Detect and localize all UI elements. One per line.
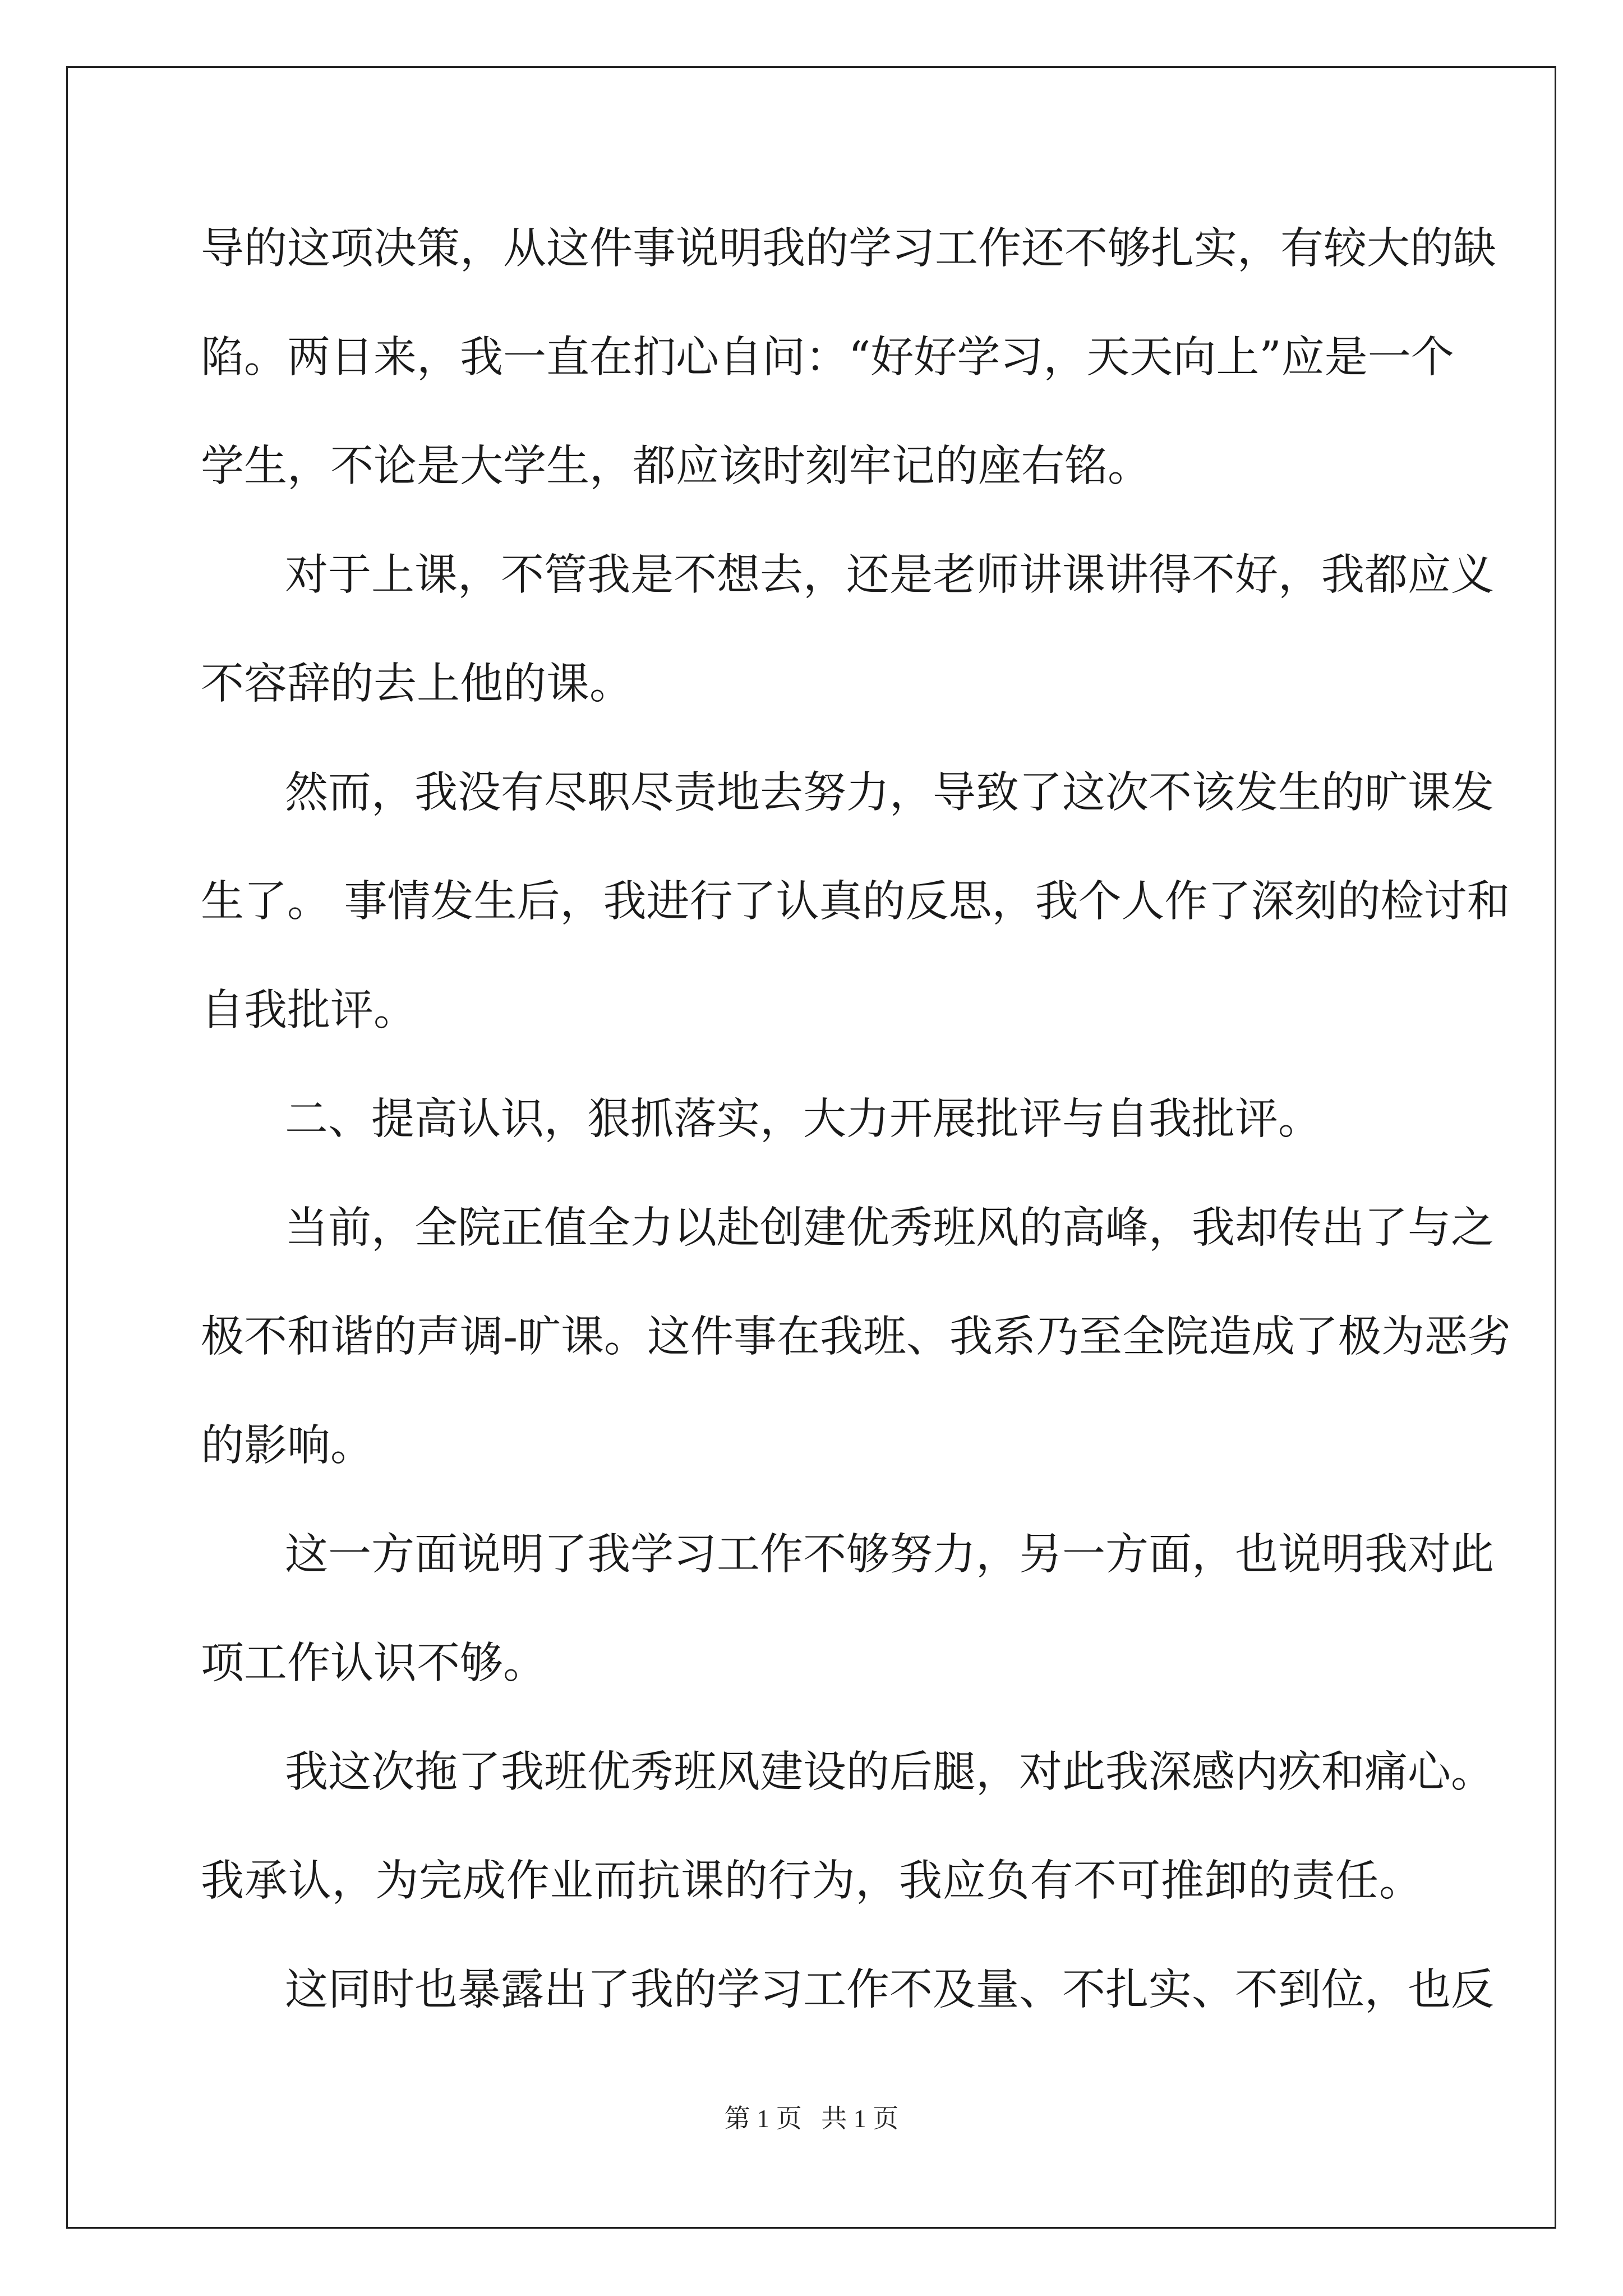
text-line: 然而，我没有尽职尽责地去努力，导致了这次不该发生的旷课发 <box>285 768 1494 818</box>
text-line: 对于上课，不管我是不想去，还是老师讲课讲得不好，我都应义 <box>285 550 1494 600</box>
text-line: 极不和谐的声调-旷课。这件事在我班、我系乃至全院造成了极为恶劣 <box>201 1312 1511 1362</box>
text-line: 当前，全院正值全力以赴创建优秀班风的高峰，我却传出了与之 <box>285 1203 1494 1253</box>
text-line: 项工作认识不够。 <box>201 1639 546 1688</box>
text-line: 陷。两日来，我一直在扪心自问：“好好学习，天天向上”应是一个 <box>201 333 1454 383</box>
text-line: 自我批评。 <box>201 986 417 1036</box>
section-heading: 二、提高认识，狠抓落实，大力开展批评与自我批评。 <box>285 1094 1321 1144</box>
text-line: 学生，不论是大学生，都应该时刻牢记的座右铭。 <box>201 441 1151 491</box>
page-number-footer: 第 1 页 共 1 页 <box>724 2104 899 2133</box>
text-line: 不容辞的去上他的课。 <box>201 659 633 709</box>
text-line: 我承认，为完成作业而抗课的行为，我应负有不可推卸的责任。 <box>201 1856 1422 1906</box>
text-line: 这同时也暴露出了我的学习工作不及量、不扎实、不到位，也反 <box>285 1965 1494 2015</box>
document-body <box>201 215 1511 2065</box>
text-line: 这一方面说明了我学习工作不够努力，另一方面，也说明我对此 <box>285 1530 1494 1580</box>
text-line: 我这次拖了我班优秀班风建设的后腿，对此我深感内疚和痛心。 <box>285 1747 1494 1797</box>
text-line: 导的这项决策，从这件事说明我的学习工作还不够扎实，有较大的缺 <box>201 224 1496 274</box>
text-line: 的影响。 <box>201 1421 374 1471</box>
text-line: 生了。 事情发生后，我进行了认真的反思，我个人作了深刻的检讨和 <box>201 877 1510 927</box>
